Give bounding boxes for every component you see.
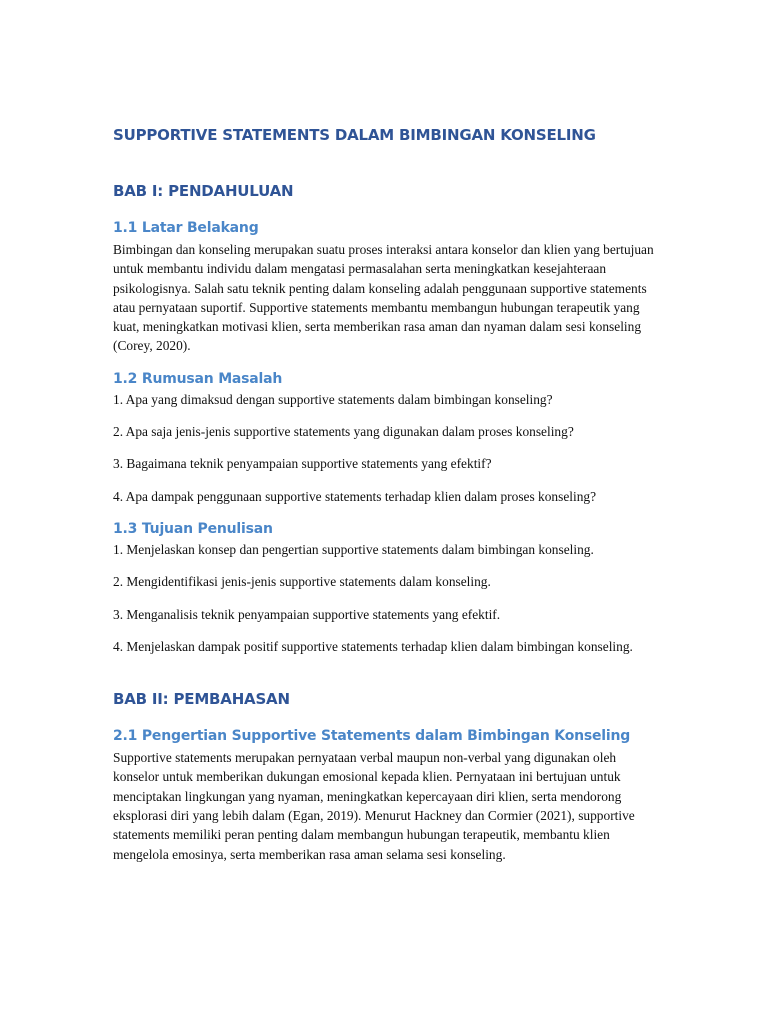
list-item-tujuan-1: 1. Menjelaskan konsep dan pengertian supportive statements dalam bimbingan konseling. <box>113 541 594 557</box>
section-heading-1-2: 1.2 Rumusan Masalah <box>113 370 283 387</box>
document-content <box>113 124 658 864</box>
list-item-rumusan-1: 1. Apa yang dimaksud dengan supportive statements dalam bimbingan konseling? <box>113 391 553 407</box>
paragraph-latar-belakang: Bimbingan dan konseling merupakan suatu proses interaksi antara konselor dan klien yang bertujuan untuk membantu individu dalam mengatasi permasalahan serta meningkatkan kesejahteraan psikologisnya. Salah satu teknik penting dalam konseling adalah penggunaan supportive statements atau pernyataan suportif. Supportive statements membantu membangun hubungan terapeutik yang kuat, meningkatkan motivasi klien, serta memberikan rasa aman dan nyaman dalam sesi konseling (Corey, 2020). <box>113 242 654 354</box>
list-item-rumusan-3: 3. Bagaimana teknik penyampaian supportive statements yang efektif? <box>113 456 492 472</box>
paragraph-pengertian: Supportive statements merupakan pernyataan verbal maupun non-verbal yang digunakan oleh konselor untuk memberikan dukungan emosional kepada klien. Pernyataan ini bertujuan untuk menciptakan lingkungan yang nyaman, meningkatkan kepercayaan diri klien, serta mendorong eksplorasi diri yang lebih dalam (Egan, 2019). Menurut Hackney dan Cormier (2021), supportive statements memiliki peran penting dalam membangun hubungan terapeutik, membantu klien mengelola emosinya, serta memberikan rasa aman selama sesi konseling. <box>113 750 635 862</box>
section-heading-2-1: 2.1 Pengertian Supportive Statements dalam Bimbingan Konseling <box>113 728 631 745</box>
section-heading-1-1: 1.1 Latar Belakang <box>113 220 259 236</box>
chapter-heading-bab2: BAB II: PEMBAHASAN <box>113 690 290 709</box>
list-item-tujuan-3: 3. Menganalisis teknik penyampaian supportive statements yang efektif. <box>113 606 501 622</box>
list-item-tujuan-4: 4. Menjelaskan dampak positif supportive statements terhadap klien dalam bimbingan konseling. <box>113 638 633 654</box>
section-heading-1-3: 1.3 Tujuan Penulisan <box>113 520 273 537</box>
document-title: SUPPORTIVE STATEMENTS DALAM BIMBINGAN KONSELING <box>113 126 596 144</box>
list-item-rumusan-4: 4. Apa dampak penggunaan supportive statements terhadap klien dalam proses konseling? <box>113 488 597 504</box>
list-item-tujuan-2: 2. Mengidentifikasi jenis-jenis supportive statements dalam konseling. <box>113 574 491 590</box>
list-item-rumusan-2: 2. Apa saja jenis-jenis supportive statements yang digunakan dalam proses konseling? <box>113 424 574 440</box>
chapter-heading-bab1: BAB I: PENDAHULUAN <box>113 182 294 200</box>
